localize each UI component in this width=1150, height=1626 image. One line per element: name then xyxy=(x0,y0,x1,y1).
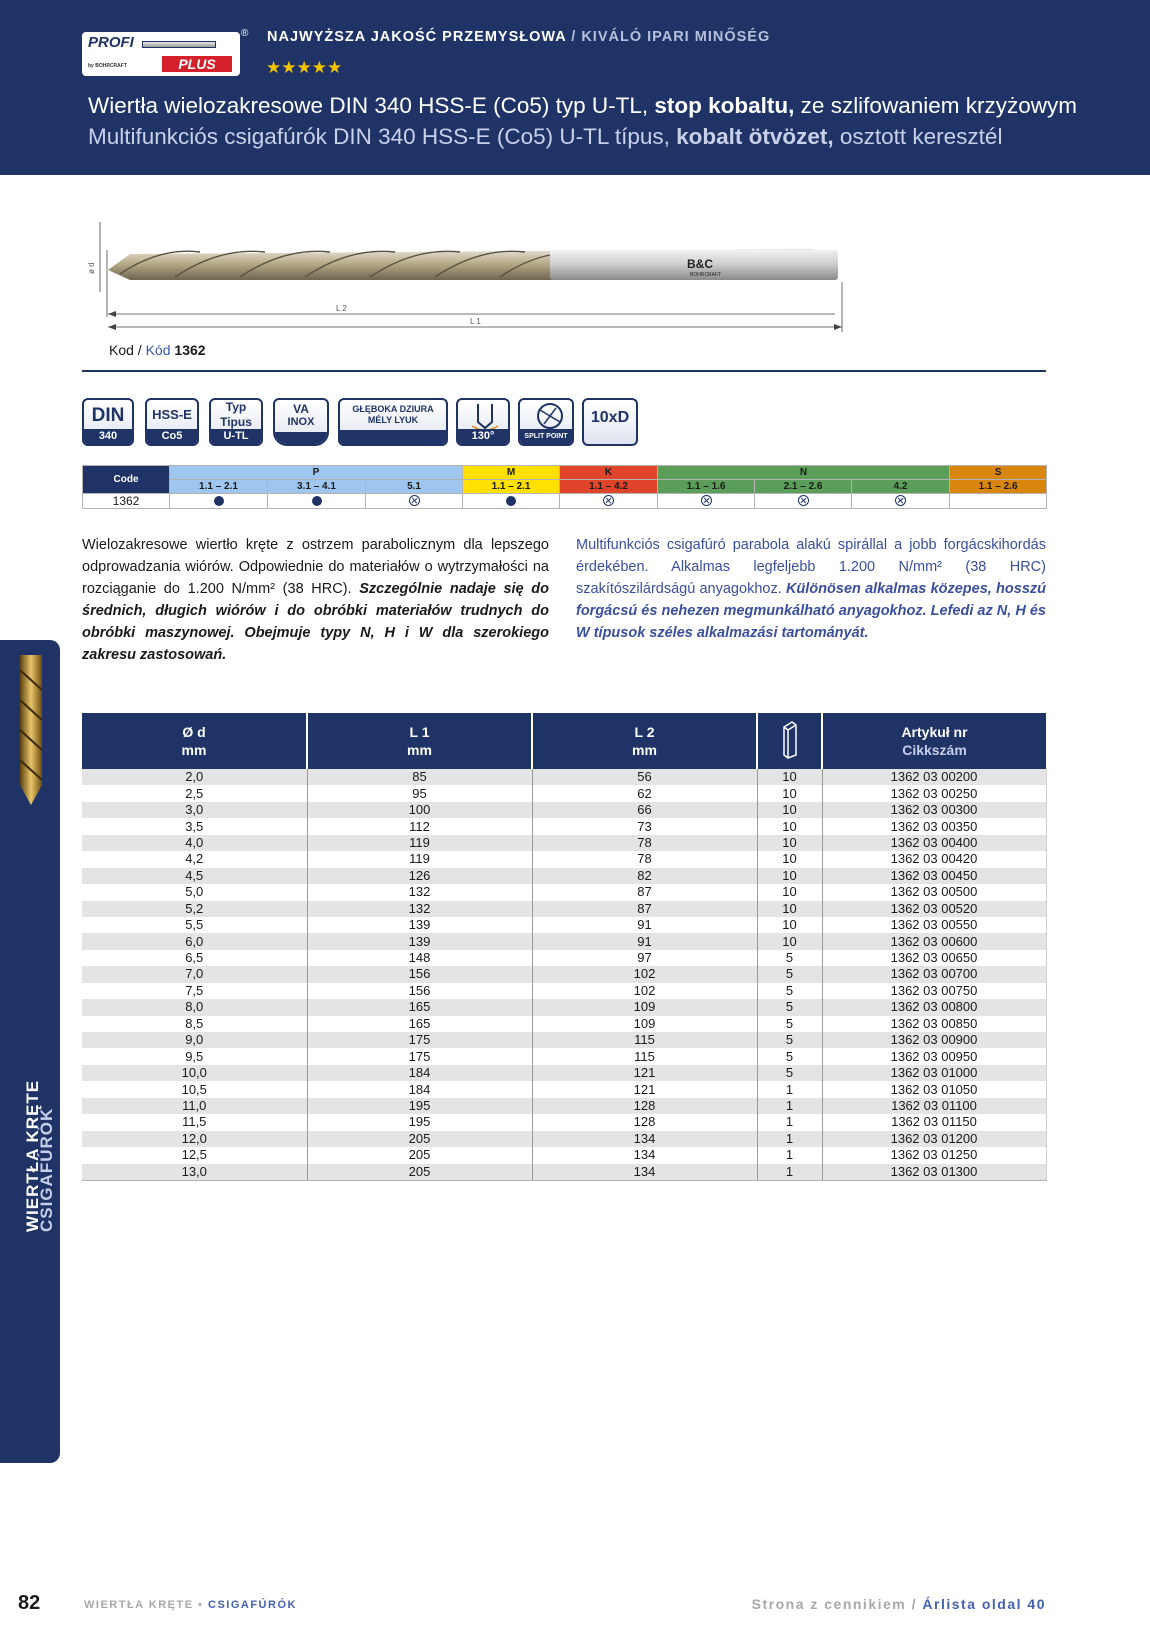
drill-drawing xyxy=(80,222,860,342)
cell-l1: 195 xyxy=(307,1114,532,1130)
cell-l1: 148 xyxy=(307,950,532,966)
footer-pricelist-hu: Árlista oldal 40 xyxy=(922,1596,1046,1612)
table-row xyxy=(82,1016,1046,1032)
type-icon xyxy=(209,398,263,446)
cell-article: 1362 03 00420 xyxy=(822,851,1046,867)
table-row xyxy=(82,999,1046,1015)
cell-l1: 139 xyxy=(307,917,532,933)
cell-article: 1362 03 00250 xyxy=(822,785,1046,801)
cell-pack: 10 xyxy=(757,769,822,785)
table-row xyxy=(82,1114,1046,1130)
cell-pack: 10 xyxy=(757,884,822,900)
deep-hole-text-hu: MÉLY LYUK xyxy=(367,415,419,425)
cell-pack: 10 xyxy=(757,835,822,851)
cell-diameter: 3,5 xyxy=(82,818,307,834)
cell-diameter: 3,0 xyxy=(82,802,307,818)
cell-l2: 134 xyxy=(532,1164,757,1181)
cell-diameter: 8,0 xyxy=(82,999,307,1015)
col-pack xyxy=(757,713,822,769)
footer-section-sep: • xyxy=(193,1599,208,1611)
cell-diameter: 13,0 xyxy=(82,1164,307,1181)
col-l2-label: L 2 xyxy=(634,724,655,740)
cell-l1: 195 xyxy=(307,1098,532,1114)
cell-l1: 184 xyxy=(307,1081,532,1097)
table-row xyxy=(82,1147,1046,1163)
material-code-header: Code xyxy=(83,466,170,494)
material-mark-cell xyxy=(658,494,755,509)
product-table xyxy=(82,713,1047,1181)
hss-icon xyxy=(145,398,199,446)
cell-l2: 78 xyxy=(532,851,757,867)
footer-pricelist xyxy=(752,1596,1046,1612)
title-polish xyxy=(88,93,1077,119)
cell-l2: 73 xyxy=(532,818,757,834)
cell-diameter: 12,0 xyxy=(82,1131,307,1147)
cell-pack: 1 xyxy=(757,1098,822,1114)
col-diameter xyxy=(82,713,307,769)
cell-l2: 82 xyxy=(532,868,757,884)
sub-n1: 1.1 – 1.6 xyxy=(658,480,755,494)
sub-p3: 5.1 xyxy=(366,480,463,494)
cell-pack: 5 xyxy=(757,1048,822,1064)
col-diameter-unit: mm xyxy=(181,742,207,758)
desc-pl-bold: Szczególnie nadaje się do średnich, długich wiórów i do obróbki materiałów trudnych do obróbki maszynowej. Obejmuje typy N, H i W dla szerokiego zakresu zastosowań. xyxy=(82,581,549,663)
cell-diameter: 7,5 xyxy=(82,983,307,999)
col-article-label-hu: Cikkszám xyxy=(902,742,967,758)
cell-l2: 97 xyxy=(532,950,757,966)
cell-l1: 132 xyxy=(307,884,532,900)
material-mark-cell xyxy=(852,494,950,509)
footer-section-pl: WIERTŁA KRĘTE xyxy=(84,1599,194,1611)
kod-value: 1362 xyxy=(174,342,206,358)
inox-icon xyxy=(273,398,329,446)
table-row xyxy=(82,983,1046,999)
cell-diameter: 4,2 xyxy=(82,851,307,867)
material-mark-cell xyxy=(755,494,852,509)
cell-l1: 156 xyxy=(307,983,532,999)
deep-hole-bar xyxy=(340,430,446,444)
cell-l2: 66 xyxy=(532,802,757,818)
ten-xd-icon xyxy=(582,398,638,446)
tagline-pl: NAJWYŻSZA JAKOŚĆ PRZEMYSŁOWA xyxy=(267,29,567,45)
cell-l2: 91 xyxy=(532,933,757,949)
cell-article: 1362 03 01150 xyxy=(822,1114,1046,1130)
table-row xyxy=(82,769,1046,785)
sidebar-drill-icon xyxy=(0,655,60,805)
cell-article: 1362 03 00850 xyxy=(822,1016,1046,1032)
description-polish xyxy=(82,534,549,666)
cell-diameter: 4,0 xyxy=(82,835,307,851)
registered-mark: ® xyxy=(241,28,249,39)
table-row xyxy=(82,802,1046,818)
cell-diameter: 5,2 xyxy=(82,901,307,917)
product-table-header xyxy=(82,713,1046,769)
cell-l2: 62 xyxy=(532,785,757,801)
cell-diameter: 6,5 xyxy=(82,950,307,966)
cell-l1: 95 xyxy=(307,785,532,801)
page-number: 82 xyxy=(18,1592,41,1614)
group-n: N xyxy=(658,466,950,480)
tagline-hu: KIVÁLÓ IPARI MINŐSÉG xyxy=(581,29,771,45)
cell-l2: 91 xyxy=(532,917,757,933)
cell-l2: 115 xyxy=(532,1032,757,1048)
cell-pack: 10 xyxy=(757,785,822,801)
col-l1-label: L 1 xyxy=(409,724,430,740)
cell-diameter: 9,0 xyxy=(82,1032,307,1048)
col-l2-unit: mm xyxy=(632,742,657,758)
profi-plus-logo xyxy=(82,32,240,76)
table-row xyxy=(82,884,1046,900)
material-suitability-row xyxy=(83,494,1047,509)
cell-pack: 5 xyxy=(757,983,822,999)
material-table xyxy=(82,465,1047,509)
table-row xyxy=(82,933,1046,949)
table-row xyxy=(82,1065,1046,1081)
desc-hu-bold: Különösen alkalmas közepes, hosszú forgácsú és nehezen megmunkálható anyagokhoz. Lefedi az N, H és W típusok széles alkalmazási tartományát. xyxy=(576,581,1046,641)
l1-label: L 1 xyxy=(470,317,481,326)
logo-plus-text: PLUS xyxy=(162,56,232,72)
suitable-secondary-icon xyxy=(409,495,420,506)
cell-pack: 5 xyxy=(757,1065,822,1081)
cell-l2: 134 xyxy=(532,1131,757,1147)
cell-l2: 115 xyxy=(532,1048,757,1064)
cell-article: 1362 03 00800 xyxy=(822,999,1046,1015)
cell-article: 1362 03 01300 xyxy=(822,1164,1046,1181)
angle-icon-bottom: 130° xyxy=(458,429,508,444)
suitable-secondary-icon xyxy=(603,495,614,506)
cell-l1: 165 xyxy=(307,1016,532,1032)
title-pl-part-a: Wiertła wielozakresowe DIN 340 HSS-E (Co5) typ U-TL, xyxy=(88,93,655,118)
suitable-primary-icon xyxy=(506,496,516,506)
cell-diameter: 4,5 xyxy=(82,868,307,884)
cell-l2: 109 xyxy=(532,1016,757,1032)
cell-pack: 10 xyxy=(757,868,822,884)
split-point-symbol-icon xyxy=(520,400,574,432)
material-mark-cell xyxy=(463,494,560,509)
cell-article: 1362 03 00200 xyxy=(822,769,1046,785)
cell-diameter: 5,0 xyxy=(82,884,307,900)
cell-pack: 10 xyxy=(757,851,822,867)
cell-diameter: 2,5 xyxy=(82,785,307,801)
cell-diameter: 12,5 xyxy=(82,1147,307,1163)
cell-l1: 139 xyxy=(307,933,532,949)
col-article-label: Artykuł nr xyxy=(901,724,968,740)
sub-n3: 4.2 xyxy=(852,480,950,494)
material-sub-row xyxy=(83,480,1047,494)
cell-pack: 10 xyxy=(757,818,822,834)
cell-article: 1362 03 00900 xyxy=(822,1032,1046,1048)
table-row xyxy=(82,868,1046,884)
arrow-right-l1 xyxy=(834,324,842,330)
desc-hu-normal: Multifunkciós csigafúró parabola alakú spirállal a jobb forgácskihordás érdekében. Alkalmas legfeljebb 1.200 N/mm² (38 HRC) szakítószilárdságú anyagokhoz. xyxy=(576,537,1046,597)
sub-s1: 1.1 – 2.6 xyxy=(950,480,1047,494)
kod-sep: / xyxy=(133,342,146,358)
drill-brand-sub: BOHRCRAFT xyxy=(690,272,722,278)
cell-pack: 10 xyxy=(757,933,822,949)
cell-l1: 165 xyxy=(307,999,532,1015)
table-row xyxy=(82,950,1046,966)
footer-section xyxy=(84,1599,297,1611)
page-header xyxy=(0,0,1150,175)
cell-article: 1362 03 01100 xyxy=(822,1098,1046,1114)
title-hu-bold: kobalt ötvözet, xyxy=(676,124,834,149)
code-line xyxy=(109,342,206,358)
cell-article: 1362 03 00700 xyxy=(822,966,1046,982)
group-k: K xyxy=(560,466,658,480)
package-icon xyxy=(779,719,801,759)
cell-l1: 112 xyxy=(307,818,532,834)
suitable-secondary-icon xyxy=(895,495,906,506)
material-mark-cell xyxy=(560,494,658,509)
cell-l2: 109 xyxy=(532,999,757,1015)
cell-diameter: 7,0 xyxy=(82,966,307,982)
col-l1-unit: mm xyxy=(407,742,432,758)
cell-diameter: 11,5 xyxy=(82,1114,307,1130)
cell-diameter: 10,5 xyxy=(82,1081,307,1097)
cell-pack: 5 xyxy=(757,1032,822,1048)
sidebar-label-hu: CSIGAFÚRÓK xyxy=(37,1107,56,1232)
title-hu-part-a: Multifunkciós csigafúrók DIN 340 HSS-E (Co5) U-TL típus, xyxy=(88,124,677,149)
diameter-label: ø d xyxy=(87,262,96,274)
title-hungarian xyxy=(88,124,1002,150)
sub-k1: 1.1 – 4.2 xyxy=(560,480,658,494)
cell-diameter: 8,5 xyxy=(82,1016,307,1032)
cell-article: 1362 03 00520 xyxy=(822,901,1046,917)
title-pl-part-c: ze szlifowaniem krzyżowym xyxy=(794,93,1077,118)
cell-l2: 102 xyxy=(532,966,757,982)
cell-article: 1362 03 00500 xyxy=(822,884,1046,900)
cell-article: 1362 03 00550 xyxy=(822,917,1046,933)
cell-article: 1362 03 00450 xyxy=(822,868,1046,884)
description-hungarian xyxy=(576,534,1046,644)
cell-l2: 121 xyxy=(532,1081,757,1097)
cell-diameter: 5,5 xyxy=(82,917,307,933)
rating-stars-icon: ★★★★★ xyxy=(266,58,343,77)
cell-article: 1362 03 01200 xyxy=(822,1131,1046,1147)
material-mark-cell xyxy=(170,494,268,509)
sub-n2: 2.1 – 2.6 xyxy=(755,480,852,494)
cell-pack: 5 xyxy=(757,966,822,982)
cell-l1: 126 xyxy=(307,868,532,884)
cell-article: 1362 03 00650 xyxy=(822,950,1046,966)
suitable-primary-icon xyxy=(214,496,224,506)
group-s: S xyxy=(950,466,1047,480)
inox-icon-top1: VA xyxy=(293,402,309,416)
cell-article: 1362 03 01000 xyxy=(822,1065,1046,1081)
cell-pack: 10 xyxy=(757,901,822,917)
cell-article: 1362 03 00350 xyxy=(822,818,1046,834)
cell-l1: 100 xyxy=(307,802,532,818)
footer-section-hu: CSIGAFÚRÓK xyxy=(208,1599,297,1611)
cell-pack: 1 xyxy=(757,1131,822,1147)
cell-l2: 78 xyxy=(532,835,757,851)
cell-l1: 156 xyxy=(307,966,532,982)
cell-article: 1362 03 00750 xyxy=(822,983,1046,999)
suitable-primary-icon xyxy=(312,496,322,506)
cell-article: 1362 03 00400 xyxy=(822,835,1046,851)
deep-hole-text-pl: GŁĘBOKA DZIURA xyxy=(352,404,434,414)
cell-l1: 205 xyxy=(307,1131,532,1147)
cell-diameter: 11,0 xyxy=(82,1098,307,1114)
cell-diameter: 6,0 xyxy=(82,933,307,949)
cell-pack: 1 xyxy=(757,1114,822,1130)
cell-diameter: 10,0 xyxy=(82,1065,307,1081)
material-mark-cell xyxy=(366,494,463,509)
din-icon-top: DIN xyxy=(91,405,125,426)
table-row xyxy=(82,1164,1046,1181)
deep-hole-icon xyxy=(338,398,448,446)
table-row xyxy=(82,1048,1046,1064)
tagline-sep: / xyxy=(566,29,582,45)
tagline xyxy=(267,29,770,45)
cell-l1: 205 xyxy=(307,1164,532,1181)
col-l1 xyxy=(307,713,532,769)
cell-diameter: 2,0 xyxy=(82,769,307,785)
ten-xd-text: 10xD xyxy=(590,409,630,426)
cell-article: 1362 03 01250 xyxy=(822,1147,1046,1163)
cell-diameter: 9,5 xyxy=(82,1048,307,1064)
cell-l2: 121 xyxy=(532,1065,757,1081)
table-row xyxy=(82,785,1046,801)
sub-p1: 1.1 – 2.1 xyxy=(170,480,268,494)
sub-p2: 3.1 – 4.1 xyxy=(268,480,366,494)
table-row xyxy=(82,818,1046,834)
group-m: M xyxy=(463,466,560,480)
din-icon xyxy=(82,398,134,446)
table-row xyxy=(82,901,1046,917)
col-diameter-label: Ø d xyxy=(182,724,206,740)
cell-l1: 184 xyxy=(307,1065,532,1081)
table-row xyxy=(82,1032,1046,1048)
cell-l2: 128 xyxy=(532,1114,757,1130)
split-point-bottom: SPLIT POINT xyxy=(520,429,572,444)
cell-l2: 56 xyxy=(532,769,757,785)
cell-l1: 85 xyxy=(307,769,532,785)
cell-article: 1362 03 00950 xyxy=(822,1048,1046,1064)
desc-pl-normal: Wielozakresowe wiertło kręte z ostrzem parabolicznym dla lepszego odprowadzania wiórów. Odpowiednie do materiałów o wytrzymałości na rozciąganie do 1.200 N/mm² (38 HRC). xyxy=(82,537,549,597)
cell-pack: 5 xyxy=(757,999,822,1015)
cell-l2: 87 xyxy=(532,901,757,917)
type-icon-bottom: U-TL xyxy=(211,429,261,444)
sidebar-label-pl: WIERTŁA KRĘTE xyxy=(23,1079,42,1232)
logo-drill-icon xyxy=(142,41,216,48)
hss-icon-top: HSS-E xyxy=(152,407,192,422)
product-table-body xyxy=(82,769,1046,1180)
cell-l2: 134 xyxy=(532,1147,757,1163)
table-row xyxy=(82,851,1046,867)
table-row xyxy=(82,1081,1046,1097)
cell-l1: 205 xyxy=(307,1147,532,1163)
cell-l1: 132 xyxy=(307,901,532,917)
cell-article: 1362 03 00300 xyxy=(822,802,1046,818)
suitable-secondary-icon xyxy=(798,495,809,506)
cell-l1: 119 xyxy=(307,851,532,867)
inox-icon-top2: INOX xyxy=(287,416,315,428)
cell-l1: 119 xyxy=(307,835,532,851)
split-point-icon xyxy=(518,398,574,446)
title-hu-part-c: osztott keresztél xyxy=(833,124,1003,149)
sub-m1: 1.1 – 2.1 xyxy=(463,480,560,494)
cell-l2: 102 xyxy=(532,983,757,999)
cell-pack: 10 xyxy=(757,917,822,933)
type-icon-top1: Typ xyxy=(225,400,247,414)
cell-pack: 5 xyxy=(757,950,822,966)
inox-icon-bar xyxy=(275,432,327,444)
angle-icon xyxy=(456,398,510,446)
logo-by-text: by BOHRCRAFT xyxy=(88,63,127,69)
cell-pack: 1 xyxy=(757,1081,822,1097)
table-row xyxy=(82,1131,1046,1147)
point-angle-icon xyxy=(458,400,510,432)
cell-l2: 128 xyxy=(532,1098,757,1114)
footer-pricelist-sep: / xyxy=(906,1596,923,1612)
drill-brand: B&C xyxy=(687,257,713,271)
cell-l2: 87 xyxy=(532,884,757,900)
divider xyxy=(82,370,1046,372)
l2-label: L 2 xyxy=(336,304,347,313)
col-l2 xyxy=(532,713,757,769)
cell-pack: 10 xyxy=(757,802,822,818)
kod-hu: Kód xyxy=(145,342,171,358)
title-pl-bold: stop kobaltu, xyxy=(654,93,795,118)
group-p: P xyxy=(170,466,463,480)
col-article xyxy=(822,713,1046,769)
cell-article: 1362 03 01050 xyxy=(822,1081,1046,1097)
material-group-row xyxy=(83,466,1047,480)
din-icon-bottom: 340 xyxy=(84,429,132,444)
arrow-left-l1 xyxy=(108,324,116,330)
cell-l1: 175 xyxy=(307,1032,532,1048)
cell-pack: 1 xyxy=(757,1147,822,1163)
footer-pricelist-pl: Strona z cennikiem xyxy=(751,1596,907,1612)
table-row xyxy=(82,835,1046,851)
hss-icon-bottom: Co5 xyxy=(147,429,197,444)
material-row-code: 1362 xyxy=(83,494,170,509)
cell-pack: 1 xyxy=(757,1164,822,1181)
cell-article: 1362 03 00600 xyxy=(822,933,1046,949)
material-mark-cell xyxy=(268,494,366,509)
logo-profi-text: PROFI xyxy=(88,34,134,51)
cell-l1: 175 xyxy=(307,1048,532,1064)
table-row xyxy=(82,966,1046,982)
table-row xyxy=(82,1098,1046,1114)
type-icon-top2: Tipus xyxy=(220,415,252,429)
material-mark-cell xyxy=(950,494,1047,509)
table-row xyxy=(82,917,1046,933)
suitable-secondary-icon xyxy=(701,495,712,506)
kod-pl: Kod xyxy=(109,342,134,358)
arrow-left-l2 xyxy=(108,311,116,317)
cell-pack: 5 xyxy=(757,1016,822,1032)
